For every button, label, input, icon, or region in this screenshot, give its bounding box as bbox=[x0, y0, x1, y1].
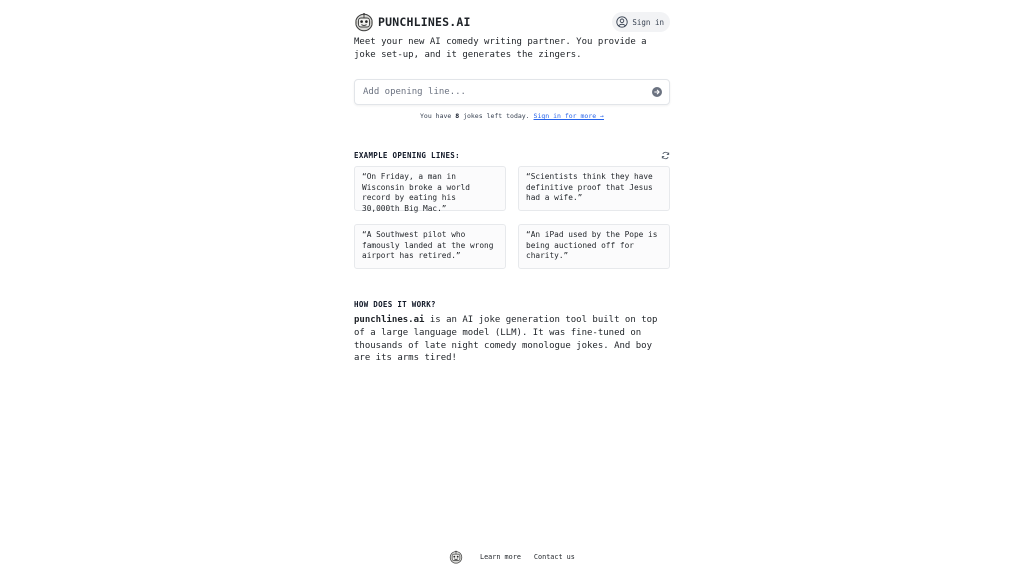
opening-line-input-box bbox=[354, 79, 670, 105]
user-circle-icon bbox=[616, 16, 628, 28]
brand[interactable] bbox=[354, 12, 471, 32]
robot-head-logo-icon bbox=[354, 12, 374, 32]
quota-count: 8 bbox=[455, 112, 460, 120]
robot-head-footer-icon[interactable] bbox=[449, 550, 463, 564]
how-it-works-body bbox=[354, 314, 670, 365]
examples-title: EXAMPLE OPENING LINES: bbox=[354, 150, 460, 160]
refresh-icon[interactable] bbox=[661, 151, 670, 160]
brand-name: PUNCHLINES.AI bbox=[378, 15, 471, 29]
example-card[interactable]: “Scientists think they have definitive proof that Jesus had a wife.” bbox=[518, 166, 670, 211]
learn-more-link[interactable]: Learn more bbox=[480, 553, 521, 561]
opening-line-input[interactable] bbox=[363, 87, 652, 97]
sign-in-for-more-link[interactable]: Sign in for more → bbox=[533, 112, 604, 120]
how-text: is an AI joke generation tool built on top of a large language model (LLM). It was fine-tuned on thousands of late night comedy monologue jokes. And boy are its arms tired! bbox=[354, 315, 658, 364]
how-brand: punchlines.ai bbox=[354, 315, 425, 325]
example-card[interactable]: “A Southwest pilot who famously landed at the wrong airport has retired.” bbox=[354, 224, 506, 269]
arrow-right-circle-icon[interactable] bbox=[652, 87, 662, 97]
footer bbox=[449, 550, 575, 564]
contact-us-link[interactable]: Contact us bbox=[533, 553, 575, 561]
main-container bbox=[354, 12, 670, 365]
example-card[interactable]: “On Friday, a man in Wisconsin broke a world record by eating his 30,000th Big Mac.” bbox=[354, 166, 506, 211]
intro-text: Meet your new AI comedy writing partner. You provide a joke set-up, and it generates the zingers. bbox=[354, 37, 647, 60]
quota-suffix: jokes left today. bbox=[459, 112, 530, 120]
examples-grid bbox=[354, 166, 670, 269]
how-it-works-title: HOW DOES IT WORK? bbox=[354, 300, 436, 309]
quota-prefix: You have bbox=[420, 112, 456, 120]
joke-quota bbox=[354, 112, 670, 120]
example-card[interactable]: “An iPad used by the Pope is being auctioned off for charity.” bbox=[518, 224, 670, 269]
sign-in-button[interactable] bbox=[612, 12, 670, 32]
examples-header bbox=[354, 149, 670, 161]
header bbox=[354, 12, 670, 32]
sign-in-label: Sign in bbox=[632, 17, 664, 27]
